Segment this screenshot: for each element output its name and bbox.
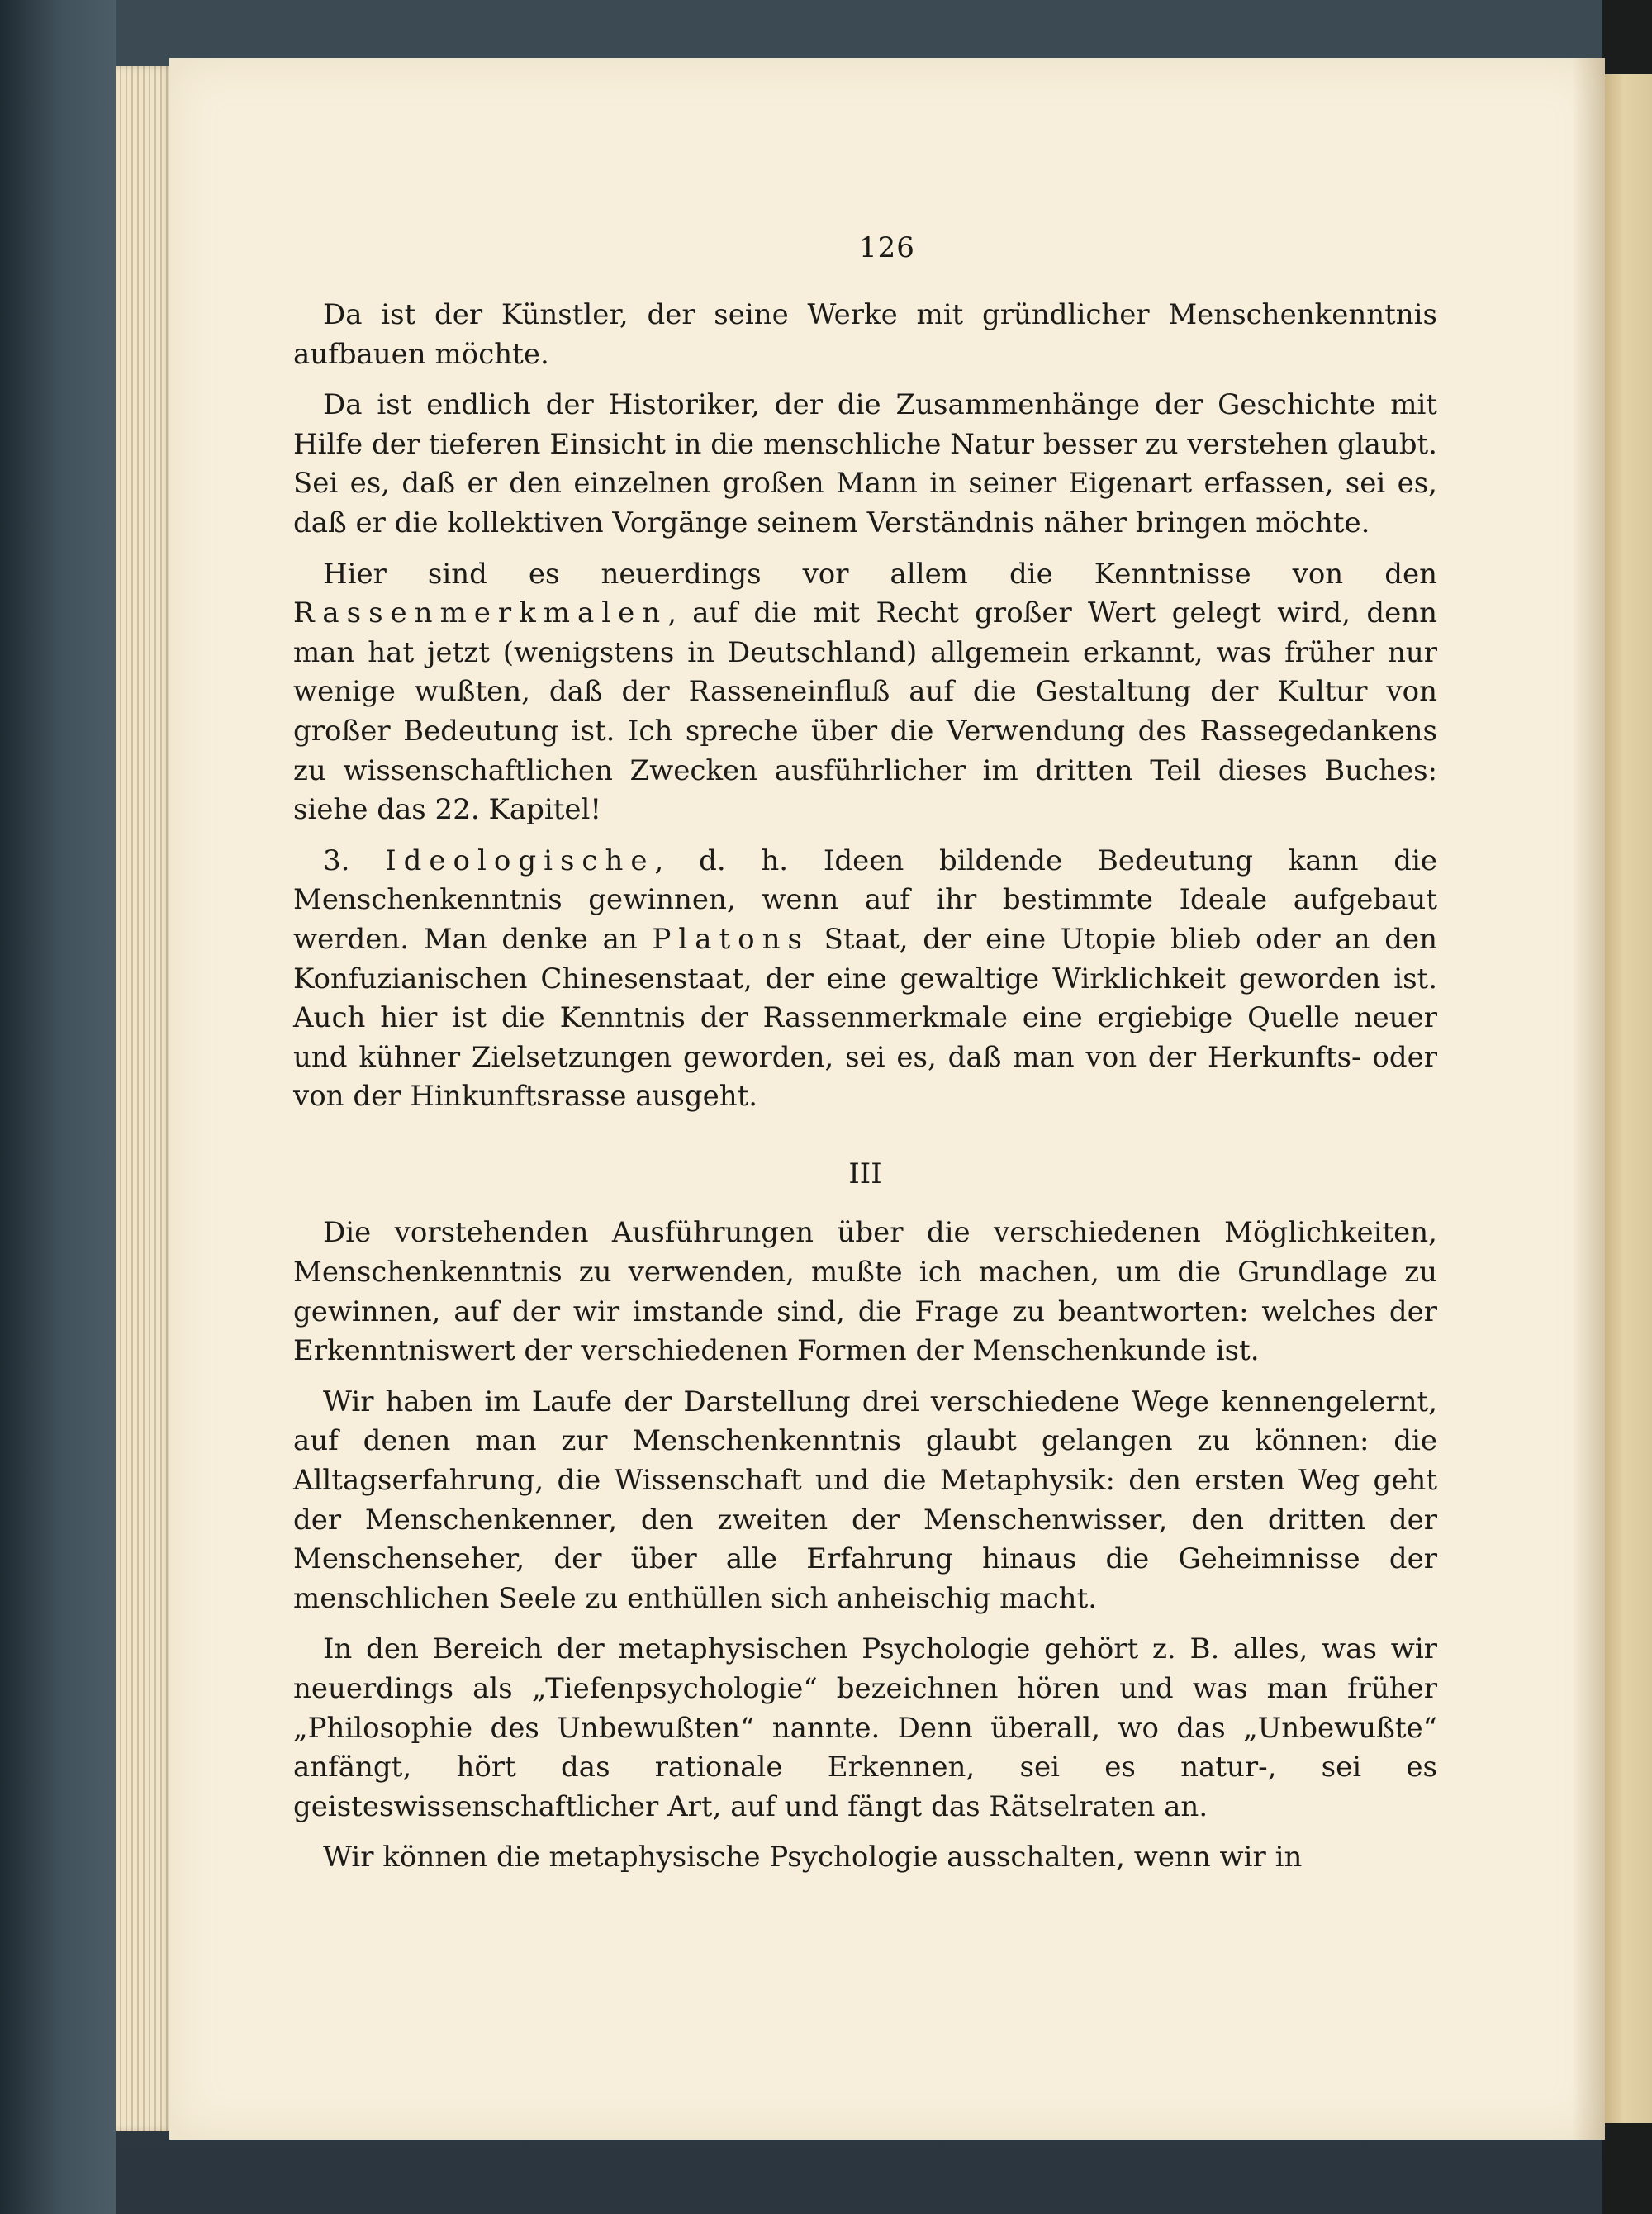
paragraph-7: In den Bereich der metaphysischen Psychologie gehört z. B. alles, was wir neuerdings als „Tiefenpsychologie“ bezeichnen hören und was man früher „Philosophie des Unbewußten“ nannte. Denn überall, wo das „Unbewußte“ anfängt, hört das rationale Erkennen, sei es natur-, sei es geisteswissenschaftlicher Art, auf und fängt das Rätselraten an.: [293, 1632, 1437, 1823]
list-number: 3.: [323, 843, 386, 877]
paragraph-3-rest: , auf die mit Recht großer Wert gelegt wird, denn man hat jetzt (wenigstens in Deutschland) allgemein erkannt, was früher nur wenige wußten, daß der Rasseneinfluß auf die Gestaltung der Kultur von großer Bedeutung ist. Ich spreche über die Verwendung des Rassegedankens zu wissenschaftlichen Zwecken ausführlicher im dritten Teil dieses Buches: siehe das 22. Kapitel!: [293, 596, 1437, 827]
paragraph-2: Da ist endlich der Historiker, der die Zusammenhänge der Geschichte mit Hilfe der tieferen Einsicht in die menschliche Natur besser zu verstehen glaubt. Sei es, daß er den einzelnen großen Mann in seiner Eigenart erfassen, sei es, daß er die kollektiven Vorgänge seinem Verständnis näher bringen möchte.: [293, 388, 1437, 539]
paragraph-4-rest: Staat, der eine Utopie blieb oder an den Konfuzianischen Chinesenstaat, der eine gewaltige Wirklichkeit geworden ist. Auch hier ist die Kenntnis der Rassenmerkmale eine ergiebige Quelle neuer und kühner Zielsetzungen geworden, sei es, daß man von der Herkunfts- oder von der Hinkunftsrasse ausgeht.: [293, 922, 1437, 1114]
emphasized-term-ideologische: Ideologische: [385, 843, 655, 877]
facing-page-edge: [1605, 74, 1652, 2123]
paragraph-8: Wir können die metaphysische Psychologie ausschalten, wenn wir in: [323, 1841, 1303, 1874]
page-number: 126: [859, 231, 915, 264]
emphasized-term-platons: Platons: [652, 922, 809, 956]
paragraph-5: Die vorstehenden Ausführungen über die verschiedenen Möglichkeiten, Menschenkenntnis zu verwenden, mußte ich machen, um die Grundlage zu gewinnen, auf der wir imstande sind, die Frage zu beantworten: welches der Erkenntniswert der verschiedenen Formen der Menschenkunde ist.: [293, 1216, 1437, 1368]
paragraph-4: [293, 842, 1437, 1117]
page-gutter-shadow: [1572, 58, 1605, 2140]
page-body-text: [293, 296, 1437, 1889]
emphasized-term-rassenmerkmalen: Rassenmerkmalen: [293, 596, 668, 630]
section-heading: III: [848, 1157, 882, 1190]
paragraph-6: Wir haben im Laufe der Darstellung drei verschiedene Wege kennengelernt, auf denen man zur Menschenkenntnis glaubt gelangen zu können: die Alltagserfahrung, die Wissenschaft und die Metaphysik: den ersten Weg geht der Menschenkenner, den zweiten der Menschenwisser, den dritten der Menschenseher, der über alle Erfahrung hinaus die Geheimnisse der menschlichen Seele zu enthüllen sich anheischig macht.: [293, 1385, 1437, 1615]
paragraph-3-start: Hier sind es neuerdings vor allem die Kenntnisse von den: [323, 557, 1437, 591]
page-stack-edges: [116, 66, 173, 2131]
paragraph-1: Da ist der Künstler, der seine Werke mit gründlicher Menschenkenntnis aufbauen möchte.: [293, 298, 1437, 371]
paragraph-4-start: , d. h. Ideen bildende Bedeutung kann die Menschenkenntnis gewinnen, wenn auf ihr bestimmte Ideale aufgebaut werden. Man denke an: [293, 843, 1438, 956]
paragraph-3: [293, 555, 1437, 830]
book-spine-edge: [0, 0, 116, 2214]
